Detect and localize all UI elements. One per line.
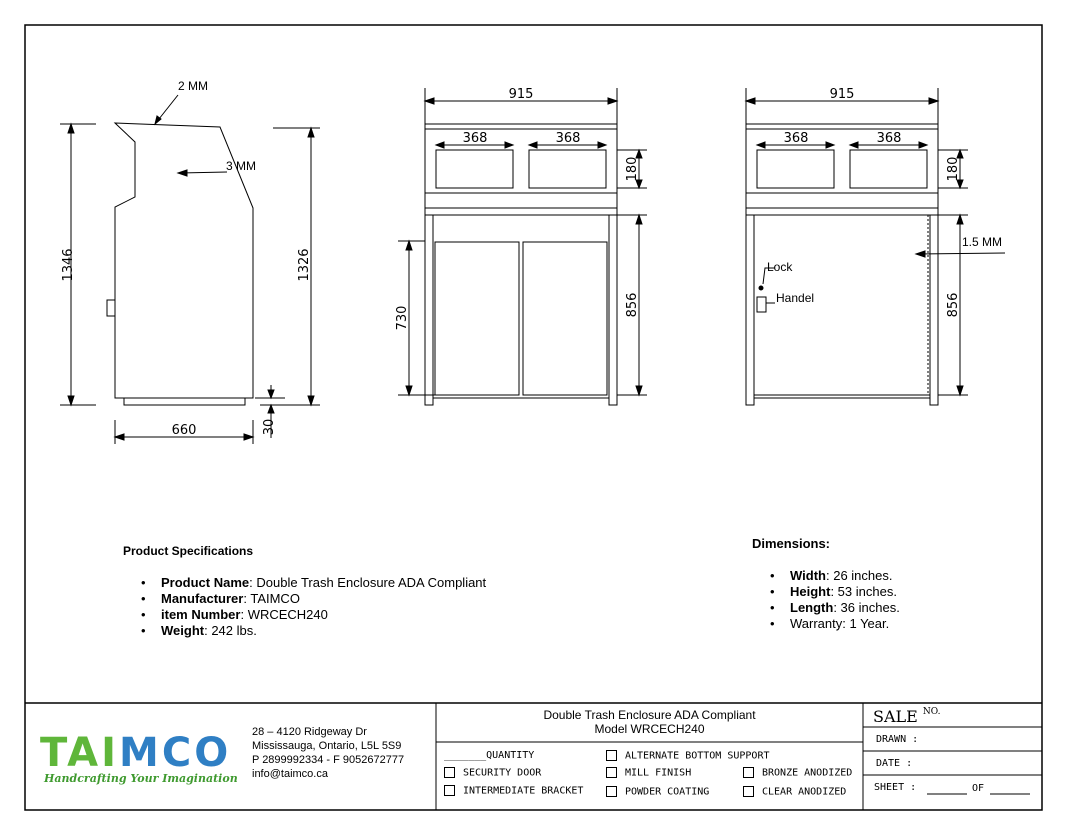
option-clear-anodized: CLEAR ANODIZED bbox=[743, 786, 846, 798]
address-line: 28 – 4120 Ridgeway Dr bbox=[252, 726, 367, 738]
side-dim-1326: 1326 bbox=[297, 248, 312, 282]
spec-key: Manufacturer bbox=[161, 591, 244, 606]
back-dim-180: 180 bbox=[946, 156, 961, 182]
checkbox-alt-bottom[interactable] bbox=[606, 750, 617, 761]
of-label: OF bbox=[972, 783, 985, 794]
dim-key: Length bbox=[790, 600, 834, 615]
drawn-label: DRAWN : bbox=[876, 734, 919, 745]
option-bronze: BRONZE ANODIZED bbox=[743, 767, 852, 779]
logo-part: MCO bbox=[119, 730, 232, 776]
address-line: Mississauga, Ontario, L5L 5S9 bbox=[252, 740, 402, 752]
option-intermediate-bracket: INTERMEDIATE BRACKET bbox=[444, 785, 583, 797]
address-line: info@taimco.ca bbox=[252, 768, 328, 780]
front-dim-368-right: 368 bbox=[555, 131, 581, 146]
spec-item bbox=[123, 575, 486, 591]
back-label-1.5mm: 1.5 MM bbox=[962, 235, 1003, 249]
dim-value: : 53 inches. bbox=[830, 584, 897, 599]
title-line-2: Model WRCECH240 bbox=[594, 722, 705, 736]
date-label: DATE : bbox=[876, 758, 913, 769]
drawing-title bbox=[436, 708, 863, 736]
spec-item bbox=[123, 607, 486, 623]
option-alt-bottom: ALTERNATE BOTTOM SUPPORT bbox=[606, 750, 770, 762]
checkbox-powder-coating[interactable] bbox=[606, 786, 617, 797]
back-label-lock: Lock bbox=[767, 260, 793, 274]
front-dim-856: 856 bbox=[625, 292, 640, 318]
logo-wordmark bbox=[40, 730, 231, 776]
front-dim-180: 180 bbox=[625, 156, 640, 182]
front-dim-368-left: 368 bbox=[462, 131, 488, 146]
taimco-logo bbox=[40, 730, 238, 785]
back-dim-368-right: 368 bbox=[876, 131, 902, 146]
product-specs bbox=[123, 543, 486, 639]
option-powder-coating: POWDER COATING bbox=[606, 786, 709, 798]
back-dim-915: 915 bbox=[829, 87, 855, 102]
dim-item bbox=[752, 616, 900, 632]
spec-value: : Double Trash Enclosure ADA Compliant bbox=[249, 575, 487, 590]
checkbox-clear-anodized[interactable] bbox=[743, 786, 754, 797]
dimensions-heading: Dimensions: bbox=[752, 536, 831, 551]
spec-value: : WRCECH240 bbox=[240, 607, 328, 622]
spec-key: Product Name bbox=[161, 575, 250, 590]
quantity-label: _______QUANTITY bbox=[444, 750, 535, 761]
option-mill-finish: MILL FINISH bbox=[606, 767, 691, 779]
product-specs-heading: Product Specifications bbox=[123, 544, 254, 558]
spec-value: : TAIMCO bbox=[243, 591, 300, 606]
side-dim-30: 30 bbox=[262, 418, 277, 436]
checkbox-bronze[interactable] bbox=[743, 767, 754, 778]
title-line-1: Double Trash Enclosure ADA Compliant bbox=[543, 708, 756, 722]
side-dim-660: 660 bbox=[171, 423, 197, 438]
dimensions-section bbox=[752, 536, 900, 632]
checkbox-security-door[interactable] bbox=[444, 767, 455, 778]
dim-key: Height bbox=[790, 584, 831, 599]
dim-value: Warranty: 1 Year. bbox=[790, 616, 890, 631]
sale-no: SALE $^{NO.}$ bbox=[873, 707, 941, 726]
dim-key: Width bbox=[790, 568, 826, 583]
checkbox-intermediate-bracket[interactable] bbox=[444, 785, 455, 796]
back-dim-368-left: 368 bbox=[783, 131, 809, 146]
side-view bbox=[60, 95, 320, 444]
spec-key: Weight bbox=[161, 623, 205, 638]
spec-item bbox=[123, 623, 486, 639]
front-view bbox=[398, 88, 647, 405]
front-dim-730: 730 bbox=[395, 305, 410, 331]
company-address bbox=[252, 725, 404, 781]
front-dim-915: 915 bbox=[508, 87, 534, 102]
spec-value: : 242 lbs. bbox=[204, 623, 257, 638]
back-label-handle: Handel bbox=[776, 291, 815, 305]
side-label-2mm: 2 MM bbox=[178, 79, 208, 93]
address-line: P 2899992334 - F 9052672777 bbox=[252, 754, 405, 766]
spec-key: item Number bbox=[161, 607, 241, 622]
dim-value: : 26 inches. bbox=[825, 568, 893, 583]
option-security-door: SECURITY DOOR bbox=[444, 767, 541, 779]
dim-value: : 36 inches. bbox=[833, 600, 900, 615]
back-dim-856: 856 bbox=[946, 292, 961, 318]
sheet-label: SHEET : bbox=[874, 782, 917, 793]
side-label-3mm: 3 MM bbox=[226, 159, 256, 173]
dim-item bbox=[752, 568, 900, 584]
logo-part: TAI bbox=[40, 730, 120, 776]
logo-tagline: Handcrafting Your Imagination bbox=[44, 772, 238, 785]
dim-item bbox=[752, 600, 900, 616]
side-dim-1346: 1346 bbox=[61, 248, 76, 282]
checkbox-mill-finish[interactable] bbox=[606, 767, 617, 778]
spec-item bbox=[123, 591, 486, 607]
dim-item bbox=[752, 584, 900, 600]
